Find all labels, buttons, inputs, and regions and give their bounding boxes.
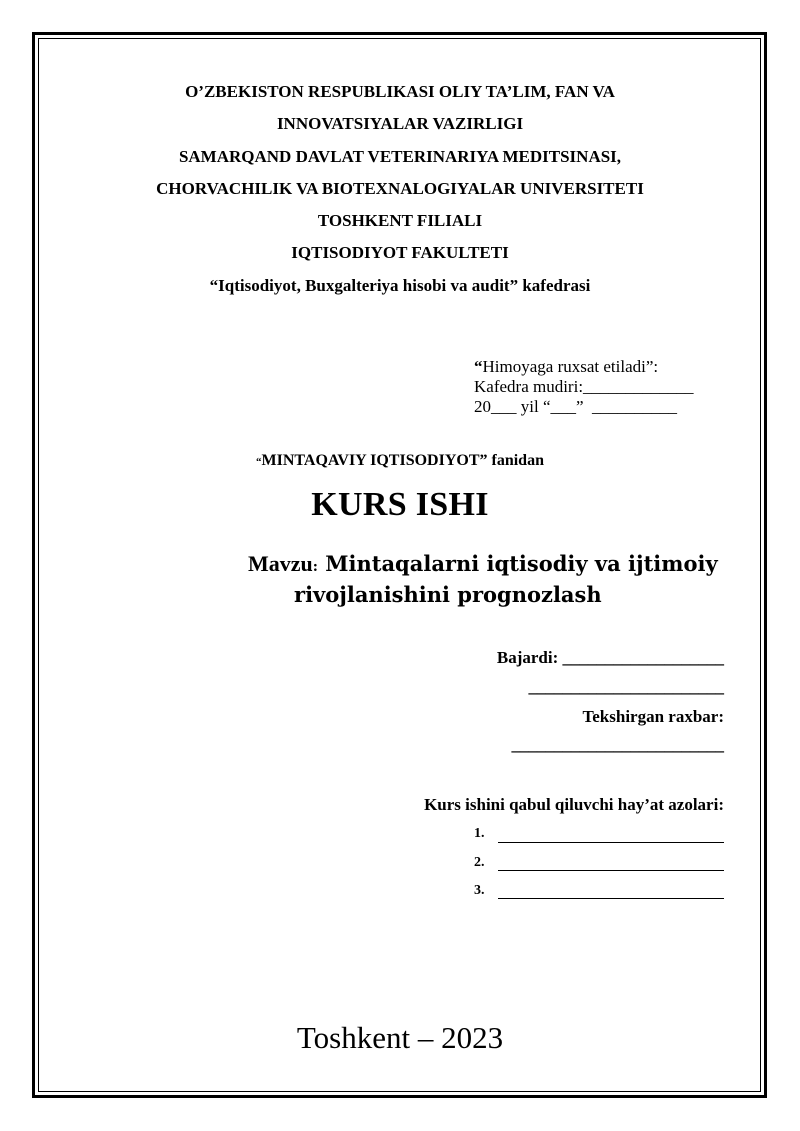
committee-label: Kurs ishini qabul qiluvchi hay’at azolari: — [424, 795, 724, 814]
topic-label: Mavzu — [248, 551, 313, 576]
department-line: “Iqtisodiyot, Buxgalteriya hisobi va audit” kafedrasi — [209, 275, 591, 295]
bajardi-line-2: _______________________ — [528, 677, 724, 696]
topic-block — [248, 550, 718, 609]
approval-line-3: 20___ yil “___” __________ — [474, 397, 678, 416]
header-line: TOSHKENT FILIALI — [317, 211, 483, 231]
topic-colon: : — [312, 559, 318, 575]
header-line: CHORVACHILIK VA BIOTEXNALOGIYALAR UNIVERSITETI — [156, 178, 644, 198]
committee-item-2: 2. — [474, 855, 485, 870]
approval-open-quote: “ — [474, 357, 483, 376]
committee-item-3: 3. — [474, 883, 485, 898]
committee-line-3 — [498, 898, 724, 899]
institution-header — [40, 76, 760, 302]
topic-line-1 — [248, 550, 718, 581]
committee-line-2 — [498, 870, 724, 871]
tekshirgan-line: _________________________ — [511, 735, 724, 754]
header-line: IQTISODIYOT FAKULTETI — [291, 243, 509, 263]
approval-line-1 — [474, 357, 694, 377]
subject-open-quote: “ — [256, 456, 262, 468]
committee-line-1 — [498, 842, 724, 843]
header-line: O’ZBEKISTON RESPUBLIKASI OLIY TA’LIM, FAN VA — [185, 82, 615, 101]
topic-text-1: Mintaqalarni iqtisodiy va ijtimoiy — [317, 551, 718, 576]
header-line: SAMARQAND DAVLAT VETERINARIYA MEDITSINASI, — [178, 146, 622, 166]
subject-text: MINTAQAVIY IQTISODIYOT” fanidan — [261, 452, 544, 469]
committee-item-1: 1. — [474, 826, 485, 841]
city-year-footer: Toshkent – 2023 — [296, 1020, 504, 1055]
header-line: INNOVATSIYALAR VAZIRLIGI — [276, 114, 524, 134]
approval-block — [474, 357, 694, 417]
document-title: KURS ISHI — [311, 486, 489, 523]
bajardi-line: Bajardi: ___________________ — [496, 648, 724, 667]
approval-line-2: Kafedra mudiri:_____________ — [474, 377, 694, 396]
topic-line-2: rivojlanishini prognozlash — [294, 582, 602, 607]
subject-line — [40, 452, 760, 470]
tekshirgan-label: Tekshirgan raxbar: — [582, 707, 724, 726]
approval-text: Himoyaga ruxsat etiladi”: — [482, 357, 659, 376]
